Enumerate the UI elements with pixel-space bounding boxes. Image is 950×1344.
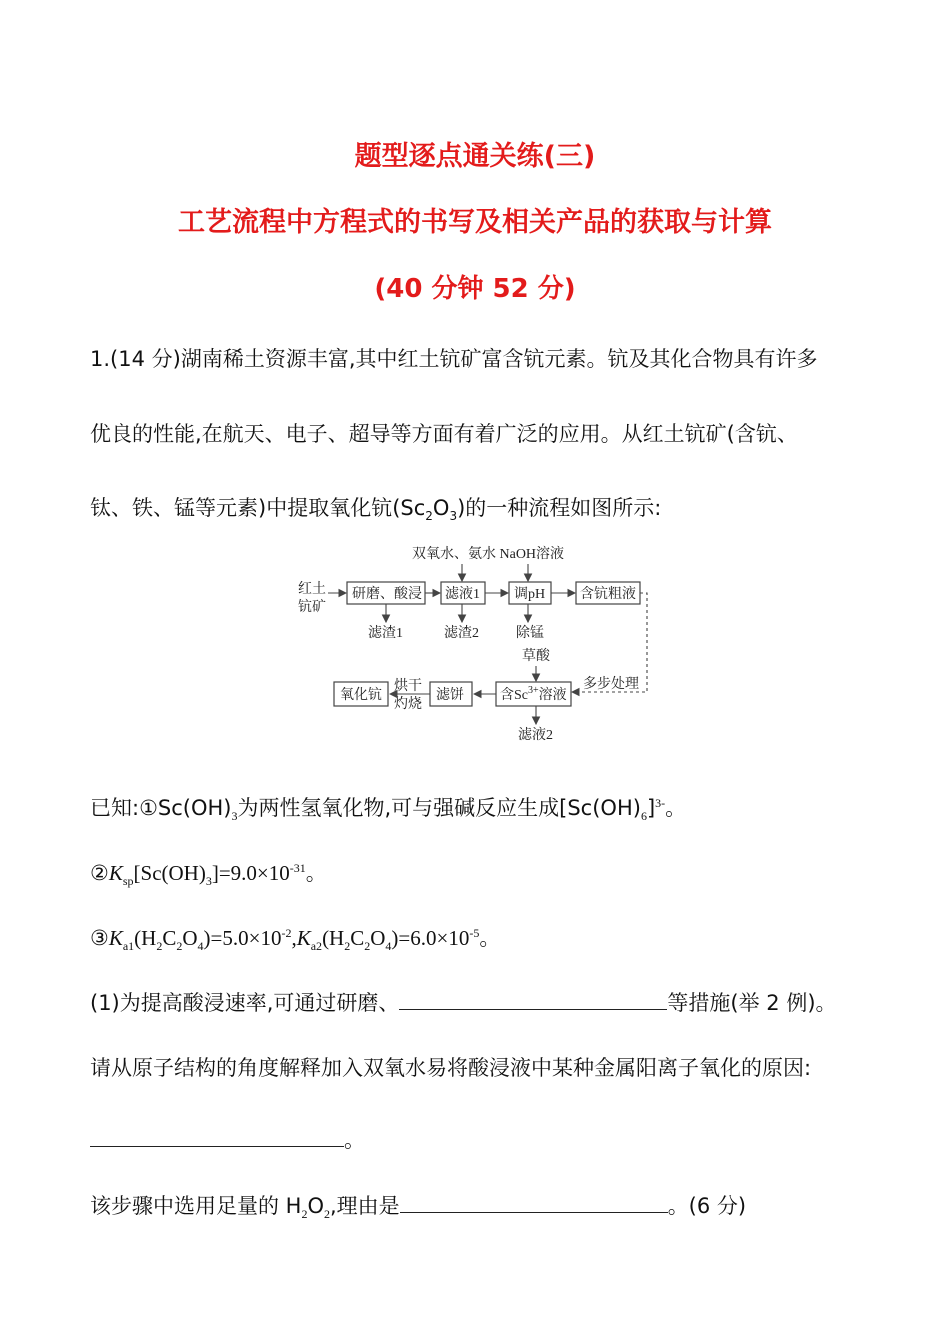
process-flow-diagram — [290, 540, 670, 750]
answer-blank-3[interactable] — [400, 1194, 668, 1213]
question-intro-line-3: 钛、铁、锰等元素)中提取氧化钪$(Sc_2O_3)$的一种流程如图所示: — [90, 496, 662, 524]
remove-mn-label: 除锰 — [516, 626, 544, 641]
reagents-top-label: 双氧水、氨水 NaOH溶液 — [412, 547, 565, 562]
oxalic-acid-label: 草酸 — [522, 649, 550, 664]
residue1-label: 滤渣1 — [368, 626, 403, 641]
scandium-oxide-label: 氧化钪 — [340, 688, 382, 703]
part1-explain-prompt: 请从原子结构的角度解释加入双氧水易将酸浸液中某种金属阳离子氧化的原因: — [90, 1056, 812, 1080]
start-label-2: 钪矿 — [298, 600, 326, 615]
filtrate1-label: 滤液1 — [445, 587, 480, 602]
filter-cake-label: 滤饼 — [436, 688, 464, 703]
crude-liquid-label: 含钪粗液 — [580, 587, 636, 602]
answer-blank-2[interactable] — [90, 1128, 344, 1147]
page-title: 题型逐点通关练(三) — [354, 141, 596, 172]
page-subtitle: 工艺流程中方程式的书写及相关产品的获取与计算 — [178, 207, 772, 238]
question-intro-line-1: 1.(14 分)湖南稀土资源丰富,其中红土钪矿富含钪元素。钪及其化合物具有许多 — [90, 347, 818, 371]
sc-solution-label: 含$Sc^{3+}$溶液 — [500, 685, 567, 703]
multi-step-label: 多步处理 — [583, 677, 639, 692]
answer-blank-1[interactable] — [399, 991, 667, 1010]
grind-leach-label: 研磨、酸浸 — [352, 587, 422, 602]
start-label-1: 红土 — [298, 582, 326, 597]
residue2-label: 滤渣2 — [444, 626, 479, 641]
part1-explain-answer: 。 — [90, 1124, 365, 1154]
time-info: (40 分钟 52 分) — [374, 274, 576, 304]
adjust-ph-label: 调pH — [514, 587, 546, 602]
dry-label: 烘干 — [394, 679, 422, 694]
calcine-label: 灼烧 — [394, 697, 422, 712]
known-condition-3: $③K_{a1}(H_2C_2O_4)=5.0\times 10^{-2},K_{a2}(H_2C_2O_4)=6.0\times 10^{-5}$。 — [90, 926, 501, 954]
part1-question: (1)为提高酸浸速率,可通过研磨、 等措施(举 2 例)。 — [90, 991, 837, 1015]
filtrate2-label: 滤液2 — [518, 728, 553, 743]
part1-h2o2-question: 该步骤中选用足量的 $H_2O_2$,理由是 。(6 分) — [90, 1194, 747, 1222]
question-intro-line-2: 优良的性能,在航天、电子、超导等方面有着广泛的应用。从红土钪矿(含钪、 — [90, 422, 798, 446]
known-condition-1: 已知$:①Sc(OH)_3$为两性氢氧化物,可与强碱反应生成$[Sc(OH)_6]^{3-}$。 — [90, 796, 687, 824]
known-condition-2: $②K_{sp}[Sc(OH)_3]=9.0\times 10^{-31}$。 — [90, 861, 327, 889]
